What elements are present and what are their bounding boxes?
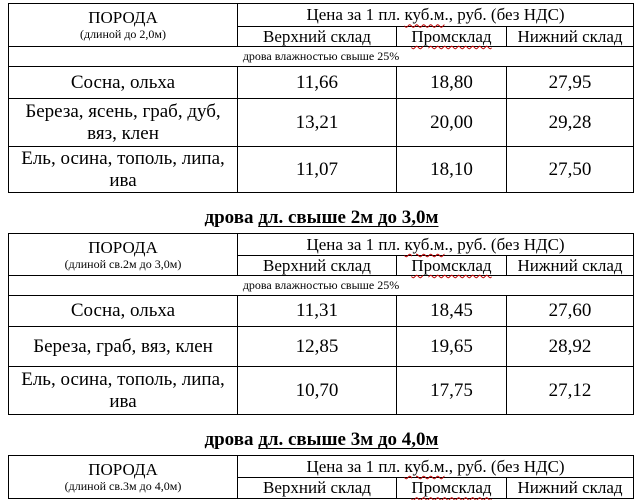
section-heading-2-3m [0, 207, 643, 229]
length-note: (длиной св.3м до 4,0м) [64, 479, 182, 494]
price-lower: 28,92 [507, 327, 634, 367]
species-cell: Сосна, ольха [9, 296, 238, 327]
species-cell: Ель, осина, тополь, липа, ива [9, 367, 238, 415]
col-prom-label: Промсклад [411, 478, 492, 498]
species-cell: Ель, осина, тополь, липа, ива [9, 147, 238, 193]
heading-length: дл. свыше 3м до 4,0м [258, 429, 439, 450]
col-lower-warehouse: Нижний склад [507, 478, 634, 499]
heading-length: дл. свыше 2м до 3,0м [258, 207, 439, 228]
table-row [9, 327, 634, 367]
price-prom: 19,65 [397, 327, 507, 367]
price-header [238, 234, 634, 256]
price-lower: 27,95 [507, 67, 634, 99]
col-upper-warehouse: Верхний склад [238, 256, 397, 276]
table-row [9, 147, 634, 193]
price-lower: 29,28 [507, 99, 634, 147]
col-prom-label: Промсклад [411, 256, 492, 275]
col-prom-warehouse [397, 478, 507, 499]
col-lower-warehouse: Нижний склад [507, 27, 634, 47]
price-header-suffix: ., руб. (без НДС) [444, 5, 565, 25]
price-lower: 27,12 [507, 367, 634, 415]
species-cell: Береза, граб, вяз, клен [9, 327, 238, 367]
price-header-prefix: Цена за 1 пл. [306, 234, 405, 254]
price-prom: 18,10 [397, 147, 507, 193]
heading-prefix: дрова [204, 429, 259, 450]
price-table-up-to-2m [8, 3, 634, 193]
col-upper-warehouse: Верхний склад [238, 478, 397, 499]
species-header: ПОРОДА [88, 8, 158, 28]
humidity-note: дрова влажностью свыше 25% [9, 276, 634, 296]
table-row [9, 367, 634, 415]
humidity-note: дрова влажностью свыше 25% [9, 47, 634, 67]
price-header-suffix: ., руб. (без НДС) [444, 234, 565, 254]
length-note: (длиной св.2м до 3,0м) [64, 256, 182, 271]
price-lower: 27,60 [507, 296, 634, 327]
price-lower: 27,50 [507, 147, 634, 193]
price-upper: 13,21 [238, 99, 397, 147]
price-header-unit: куб.м [404, 456, 445, 476]
species-header-cell [9, 4, 238, 47]
price-prom: 18,45 [397, 296, 507, 327]
table-row [9, 296, 634, 327]
price-upper: 11,07 [238, 147, 397, 193]
species-header: ПОРОДА [88, 237, 158, 257]
price-upper: 12,85 [238, 327, 397, 367]
heading-prefix: дрова [204, 207, 259, 228]
price-upper: 10,70 [238, 367, 397, 415]
length-note: (длиной до 2,0м) [79, 27, 167, 42]
species-cell: Сосна, ольха [9, 67, 238, 99]
price-upper: 11,31 [238, 296, 397, 327]
species-cell: Береза, ясень, граб, дуб, вяз, клен [9, 99, 238, 147]
col-prom-warehouse [397, 256, 507, 276]
col-prom-warehouse [397, 27, 507, 47]
species-header-cell [9, 456, 238, 499]
col-lower-warehouse: Нижний склад [507, 256, 634, 276]
price-header-unit: куб.м [404, 5, 445, 25]
section-heading-3-4m [0, 429, 643, 451]
price-prom: 18,80 [397, 67, 507, 99]
price-upper: 11,66 [238, 67, 397, 99]
price-header-unit: куб.м [404, 234, 445, 254]
table-row [9, 67, 634, 99]
col-prom-label: Промсклад [411, 27, 492, 46]
price-header-prefix: Цена за 1 пл. [306, 5, 405, 25]
price-header-suffix: ., руб. (без НДС) [444, 456, 565, 476]
price-prom: 20,00 [397, 99, 507, 147]
price-prom: 17,75 [397, 367, 507, 415]
price-table-3-4m [8, 455, 634, 499]
price-header [238, 456, 634, 478]
col-upper-warehouse: Верхний склад [238, 27, 397, 47]
price-header [238, 4, 634, 27]
species-header: ПОРОДА [88, 460, 158, 480]
species-header-cell [9, 234, 238, 276]
table-row [9, 99, 634, 147]
price-table-2-3m [8, 233, 634, 415]
price-header-prefix: Цена за 1 пл. [306, 456, 405, 476]
